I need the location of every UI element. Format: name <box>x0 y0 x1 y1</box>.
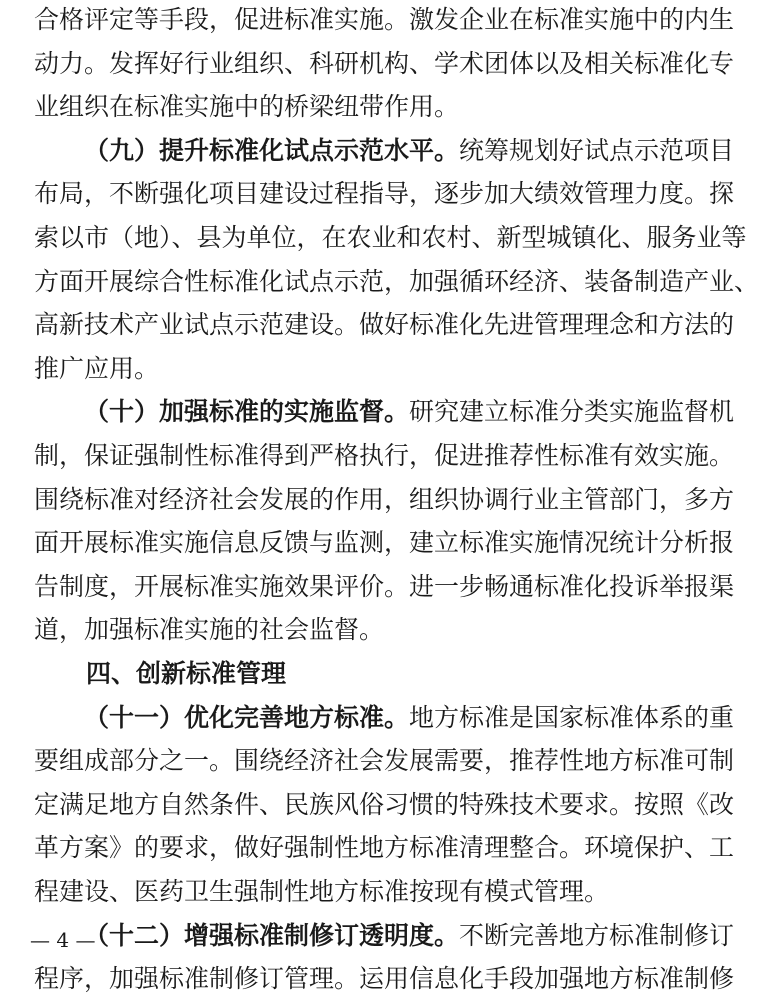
paragraph-line: 动力。发挥好行业组织、科研机构、学术团体以及相关标准化专 <box>34 48 735 78</box>
paragraph-line: 要组成部分之一。围绕经济社会发展需要，推荐性地方标准可制 <box>34 746 735 776</box>
paragraph-line: 道，加强标准实施的社会监督。 <box>34 615 385 645</box>
paragraph-line: 面开展标准实施信息反馈与监测，建立标准实施情况统计分析报 <box>34 528 735 558</box>
subheading: （十一）优化完善地方标准。 <box>84 702 410 732</box>
paragraph-line: 业组织在标准实施中的桥梁纽带作用。 <box>34 92 460 122</box>
paragraph-line: 推广应用。 <box>34 353 160 383</box>
subheading: （十二）增强标准制修订透明度。 <box>84 920 460 950</box>
paragraph-line: 告制度，开展标准实施效果评价。进一步畅通标准化投诉举报渠 <box>34 571 735 601</box>
paragraph-line: 制，保证强制性标准得到严格执行，促进推荐性标准有效实施。 <box>34 441 735 470</box>
paragraph-line: 索以市（地）、县为单位，在农业和农村、新型城镇化、服务业等 <box>34 223 747 252</box>
heading-line: （十一）优化完善地方标准。地方标准是国家标准体系的重 <box>84 702 735 732</box>
paragraph-line: 程序，加强标准制修订管理。运用信息化手段加强地方标准制修 <box>34 964 735 994</box>
paragraph-line: 程建设、医药卫生强制性地方标准按现有模式管理。 <box>34 877 610 906</box>
subheading: （十）加强标准的实施监督。 <box>84 397 410 427</box>
page-number: — 4 — <box>30 928 96 952</box>
paragraph-line: 高新技术产业试点示范建设。做好标准化先进管理理念和方法的 <box>34 310 735 340</box>
heading-line: （十）加强标准的实施监督。研究建立标准分类实施监督机 <box>84 397 735 427</box>
heading-line: （九）提升标准化试点示范水平。统筹规划好试点示范项目 <box>84 135 735 165</box>
heading-line: （十二）增强标准制修订透明度。不断完善地方标准制修订 <box>84 920 735 950</box>
paragraph-line: 方面开展综合性标准化试点示范，加强循环经济、装备制造产业、 <box>34 266 759 296</box>
paragraph-line: 围绕标准对经济社会发展的作用，组织协调行业主管部门，多方 <box>34 484 735 514</box>
section-heading: 四、创新标准管理 <box>86 659 287 688</box>
subheading: （九）提升标准化试点示范水平。 <box>84 135 460 165</box>
paragraph-line: 合格评定等手段，促进标准实施。激发企业在标准实施中的内生 <box>34 5 735 34</box>
paragraph-line: 定满足地方自然条件、民族风俗习惯的特殊技术要求。按照《改 <box>34 789 735 819</box>
paragraph-line: 革方案》的要求，做好强制性地方标准清理整合。环境保护、工 <box>34 833 735 863</box>
paragraph-line: 布局，不断强化项目建设过程指导，逐步加大绩效管理力度。探 <box>34 179 735 209</box>
